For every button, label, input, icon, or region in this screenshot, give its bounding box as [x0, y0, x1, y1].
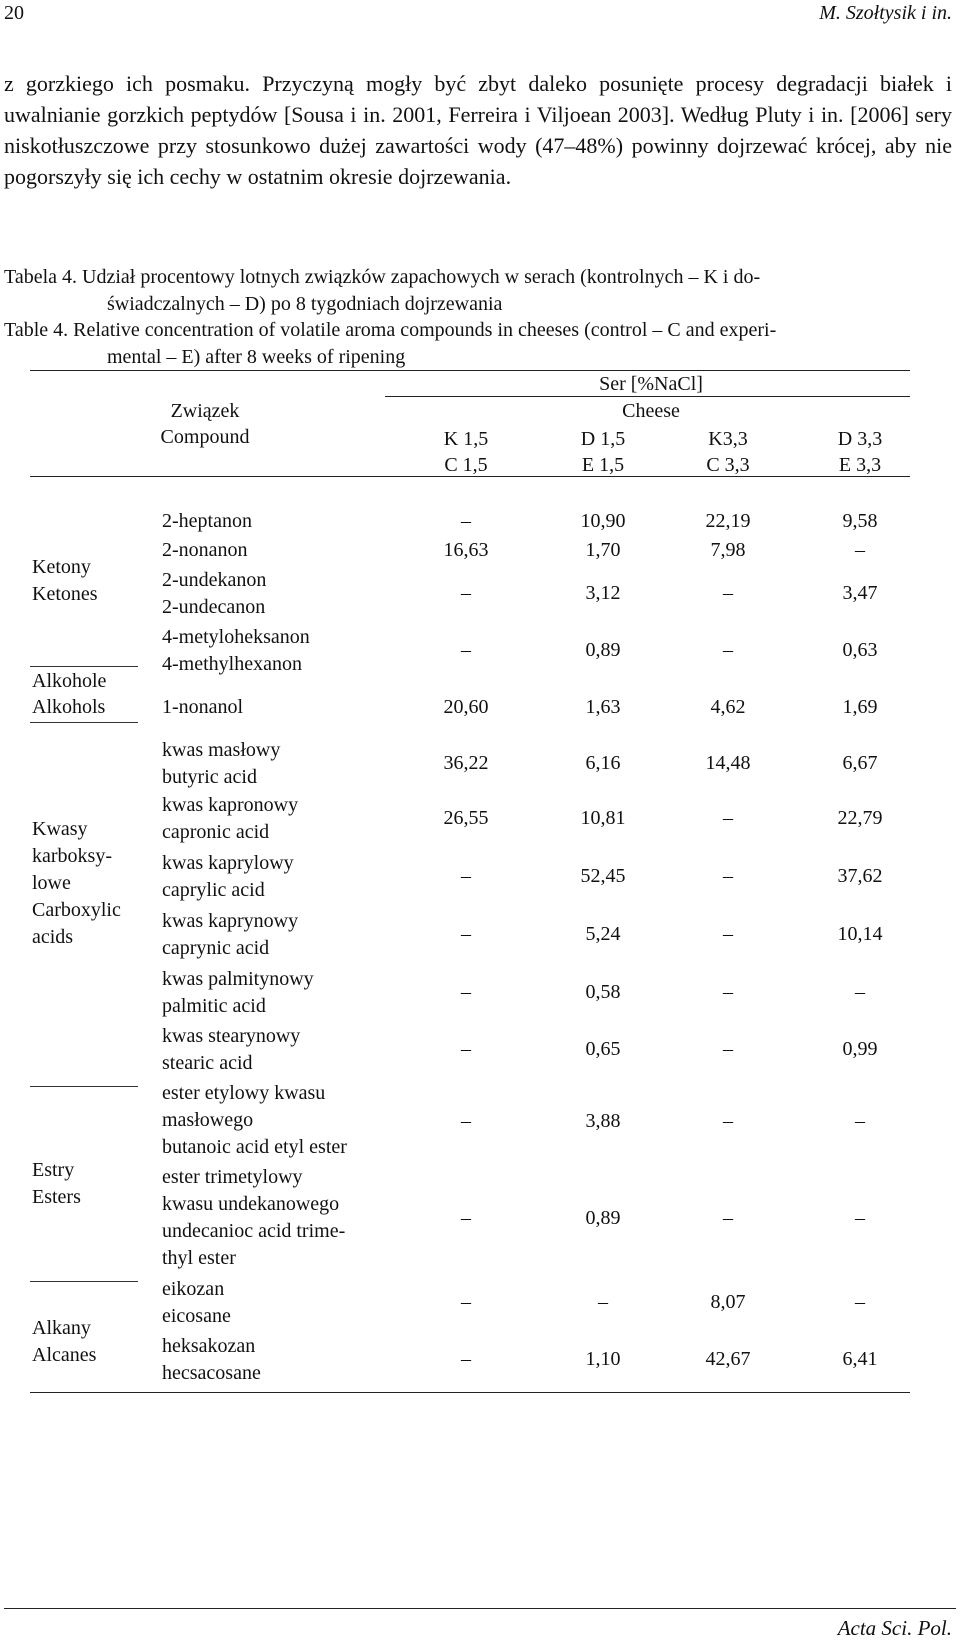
- cell-d15: 5,24: [585, 923, 621, 945]
- cell-k33: 7,98: [710, 539, 746, 561]
- cell-d15: 1,63: [585, 696, 621, 718]
- page-number: 20: [4, 2, 24, 24]
- cell-d15: 10,81: [580, 807, 626, 829]
- cell-d15: 0,58: [585, 981, 621, 1003]
- group-divider: [30, 666, 138, 667]
- head-compound-pl: Związek: [170, 400, 240, 422]
- compound-name: 2-heptanon: [162, 510, 252, 532]
- group-label-en-1: Carboxylic: [32, 899, 121, 921]
- cell-k33: –: [723, 582, 733, 604]
- group-label-pl-1: Kwasy: [32, 818, 88, 840]
- compound-name-en: capronic acid: [162, 821, 270, 843]
- group-label-en: Alcanes: [32, 1344, 97, 1366]
- cell-d15: 0,89: [585, 1207, 621, 1229]
- table-caption-pl: [4, 264, 952, 318]
- journal-name: Acta Sci. Pol.: [837, 1616, 952, 1640]
- compound-name-pl-1: ester etylowy kwasu: [162, 1082, 326, 1104]
- group-label-en: Ketones: [32, 583, 98, 605]
- cell-k33: –: [723, 1110, 733, 1132]
- cell-d33: 0,99: [842, 1038, 878, 1060]
- compound-name-en: palmitic acid: [162, 995, 266, 1017]
- cell-k15: –: [461, 923, 471, 945]
- cell-k33: –: [723, 807, 733, 829]
- table-bottom-rule: [30, 1392, 910, 1393]
- compound-name-en: butanoic acid etyl ester: [162, 1136, 347, 1158]
- cell-d33: –: [855, 981, 865, 1003]
- cell-d33: 0,63: [842, 639, 878, 661]
- cell-k15: –: [461, 1348, 471, 1370]
- caption-en-line2: mental – E) after 8 weeks of ripening: [107, 346, 406, 368]
- cell-k15: –: [461, 865, 471, 887]
- compound-name-en: caprynic acid: [162, 937, 270, 959]
- cell-d15: 0,65: [585, 1038, 621, 1060]
- group-label-pl: Ketony: [32, 556, 91, 578]
- cell-d15: 1,10: [585, 1348, 621, 1370]
- compound-name-en-1: undecanioc acid trime-: [162, 1220, 346, 1242]
- cell-k33: –: [723, 639, 733, 661]
- compound-name-en: caprylic acid: [162, 879, 265, 901]
- cell-k33: 4,62: [710, 696, 746, 718]
- table-top-rule: [30, 370, 910, 371]
- head-col3-en: C 3,3: [706, 454, 750, 476]
- group-label-en: Esters: [32, 1186, 81, 1208]
- compound-name-en-2: thyl ester: [162, 1247, 236, 1269]
- cell-d33: –: [855, 1207, 865, 1229]
- compound-name: 1-nonanol: [162, 696, 244, 718]
- cell-d15: 3,88: [585, 1110, 621, 1132]
- cell-k15: –: [461, 639, 471, 661]
- cell-d15: 6,16: [585, 752, 621, 774]
- cell-k15: 20,60: [443, 696, 489, 718]
- cell-k33: 8,07: [710, 1291, 746, 1313]
- head-col2-en: E 1,5: [581, 454, 625, 476]
- head-col4-pl: D 3,3: [837, 428, 883, 450]
- head-col1-pl: K 1,5: [443, 428, 489, 450]
- head-col1-en: C 1,5: [444, 454, 488, 476]
- footer-rule: [4, 1608, 956, 1609]
- cell-d15: 52,45: [580, 865, 626, 887]
- cell-d33: –: [855, 539, 865, 561]
- compound-name-pl-2: kwasu undekanowego: [162, 1193, 340, 1215]
- compound-name-pl: kwas palmitynowy: [162, 968, 314, 990]
- cell-d33: 6,67: [842, 752, 878, 774]
- cell-k33: –: [723, 1207, 733, 1229]
- cell-d15: 3,12: [585, 582, 621, 604]
- cell-d33: 10,14: [837, 923, 883, 945]
- compound-name: 2-nonanon: [162, 539, 248, 561]
- cell-d33: 22,79: [837, 807, 883, 829]
- compound-name-en: stearic acid: [162, 1052, 253, 1074]
- cell-d15: –: [598, 1291, 608, 1313]
- cell-d33: 6,41: [842, 1348, 878, 1370]
- cell-k33: –: [723, 1038, 733, 1060]
- compound-name-en: eicosane: [162, 1305, 231, 1327]
- running-head: M. Szołtysik i in.: [819, 2, 952, 24]
- group-label-en: Alkohols: [32, 696, 106, 718]
- group-label-pl-3: lowe: [32, 872, 71, 894]
- cell-k15: –: [461, 582, 471, 604]
- group-label-en-2: acids: [32, 926, 74, 948]
- head-cheese-en: Cheese: [622, 400, 680, 422]
- compound-name-pl-2: masłowego: [162, 1109, 254, 1131]
- cell-d33: 37,62: [837, 865, 883, 887]
- cell-d33: –: [855, 1291, 865, 1313]
- group-label-pl: Alkohole: [32, 670, 107, 692]
- compound-name-pl: kwas kapronowy: [162, 794, 299, 816]
- compound-name-pl: 2-undekanon: [162, 569, 267, 591]
- compound-name-pl: kwas kaprynowy: [162, 910, 299, 932]
- compound-name-pl: kwas stearynowy: [162, 1025, 301, 1047]
- cell-k33: –: [723, 981, 733, 1003]
- cell-k15: 36,22: [443, 752, 489, 774]
- page-header: [0, 0, 960, 40]
- head-col3-pl: K3,3: [708, 428, 748, 450]
- compound-name-pl: kwas kaprylowy: [162, 852, 294, 874]
- compound-name-pl: eikozan: [162, 1278, 225, 1300]
- cell-d15: 0,89: [585, 639, 621, 661]
- cell-k15: –: [461, 1110, 471, 1132]
- cell-k15: –: [461, 510, 471, 532]
- cell-k33: –: [723, 923, 733, 945]
- cell-k15: –: [461, 1207, 471, 1229]
- body-paragraph: z gorzkiego ich posmaku. Przyczyną mogły być zbyt daleko posunięte procesy degradacji białek i uwalnianie gorzkich peptydów [Sousa i in. 2001, Ferreira i Viljoean 2003]. Według Pluty i in. [2006] sery niskotłuszczowe przy stosunkowo dużej zawartości wody (47–48%) powinny dojrzewać krócej, aby nie pogorszyły się ich cechy w ostatnim okresie dojrzewania.: [4, 71, 952, 189]
- compound-name-pl-1: ester trimetylowy: [162, 1166, 303, 1188]
- cell-k15: –: [461, 1291, 471, 1313]
- table-caption-en: [4, 317, 952, 371]
- compound-name-pl: heksakozan: [162, 1335, 256, 1357]
- group-divider: [30, 1281, 138, 1282]
- caption-pl-line2: świadczalnych – D) po 8 tygodniach dojrzewania: [107, 293, 503, 315]
- head-cheese-pl: Ser [%NaCl]: [599, 373, 703, 395]
- cell-d33: –: [855, 1110, 865, 1132]
- group-divider: [30, 1086, 138, 1087]
- group-label-pl-2: karboksy-: [32, 845, 112, 867]
- compound-name-en: 2-undecanon: [162, 596, 266, 618]
- head-compound-en: Compound: [160, 426, 250, 448]
- cell-k15: –: [461, 1038, 471, 1060]
- cell-k15: 16,63: [443, 539, 489, 561]
- cell-k33: 14,48: [705, 752, 751, 774]
- group-label-pl: Alkany: [32, 1317, 91, 1339]
- head-col4-en: E 3,3: [838, 454, 882, 476]
- cell-k15: 26,55: [443, 807, 489, 829]
- compound-name-en: butyric acid: [162, 766, 257, 788]
- cell-k33: –: [723, 865, 733, 887]
- caption-en-line1: Table 4. Relative concentration of volatile aroma compounds in cheeses (control – C and experi-: [4, 319, 777, 341]
- group-divider: [30, 722, 138, 723]
- compound-name-en: hecsacosane: [162, 1362, 261, 1384]
- cell-k15: –: [461, 981, 471, 1003]
- group-label-pl: Estry: [32, 1159, 75, 1181]
- compound-name-pl: kwas masłowy: [162, 739, 281, 761]
- caption-pl-line1: Tabela 4. Udział procentowy lotnych związków zapachowych w serach (kontrolnych – K i do-: [4, 266, 761, 288]
- cell-d33: 3,47: [842, 582, 878, 604]
- compound-name-en: 4-methylhexanon: [162, 653, 302, 675]
- cell-d15: 10,90: [580, 510, 626, 532]
- cell-k33: 22,19: [705, 510, 751, 532]
- head-col2-pl: D 1,5: [580, 428, 626, 450]
- cell-d33: 1,69: [842, 696, 878, 718]
- cell-d33: 9,58: [842, 510, 878, 532]
- cell-d15: 1,70: [585, 539, 621, 561]
- cell-k33: 42,67: [705, 1348, 751, 1370]
- compound-name-pl: 4-metyloheksanon: [162, 626, 310, 648]
